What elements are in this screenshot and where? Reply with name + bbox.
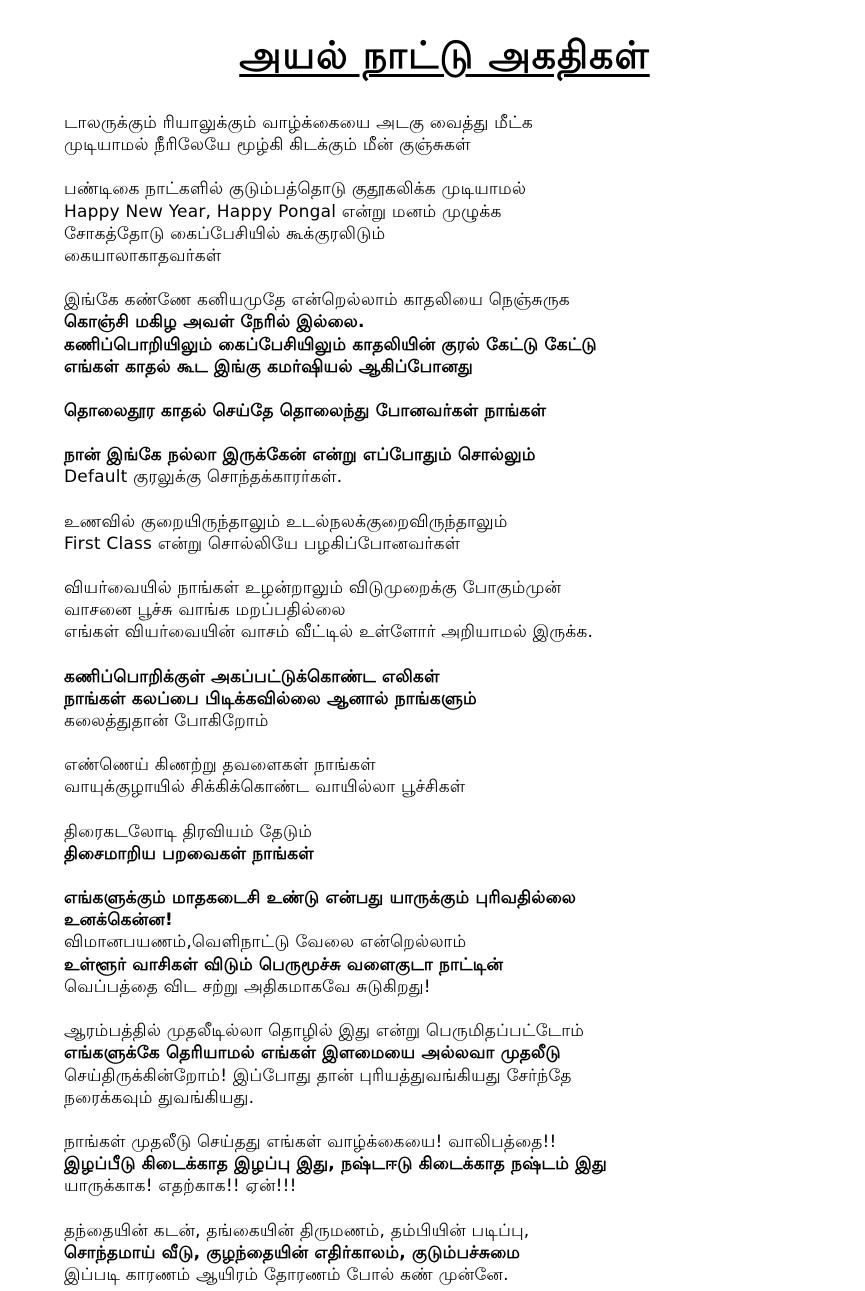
poem-line: கணிப்பொறியிலும் கைப்பேசியிலும் காதலியின் குரல் கேட்டு கேட்டு [64, 334, 597, 355]
poem-line: வியர்வையில் நாங்கள் உழன்றாலும் விடுமுறைக்கு போகும்முன் [64, 578, 562, 599]
stanza [64, 754, 825, 798]
poem-title: அயல் நாட்டு அகதிகள் [239, 33, 650, 77]
stanza [64, 178, 825, 267]
poem-line: தொலைதூர காதல் செய்தே தொலைந்து போனவர்கள் நாங்கள் [64, 401, 547, 422]
poem-line: பண்டிகை நாட்களில் குடும்பத்தொடு குதூகலிக்க முடியாமல் [64, 179, 527, 200]
poem-line: உனக்கென்ன! [64, 910, 174, 931]
poem-line: தந்தையின் கடன், தங்கையின் திருமணம், தம்பியின் படிப்பு, [64, 1220, 530, 1241]
poem-line: இழப்பீடு கிடைக்காத இழப்பு இது, நஷ்டஈடு கிடைக்காத நஷ்டம் இது [64, 1154, 607, 1175]
poem-line: கொஞ்சி மகிழ அவள் நேரில் இல்லை. [64, 312, 365, 333]
poem-line: கையாலாகாதவர்கள் [64, 246, 222, 267]
poem-line: திரைகடலோடி திரவியம் தேடும் [64, 821, 313, 842]
stanza [64, 400, 825, 422]
poem-line: நான் இங்கே நல்லா இருக்கேன் என்று எப்போதும் சொல்லும் [64, 445, 536, 466]
poem-line: எங்களுக்கும் மாதகடைசி உண்டு என்பது யாருக்கும் புரிவதில்லை [64, 888, 577, 909]
stanza [64, 511, 825, 555]
poem-line: வாசனை பூச்சு வாங்க மறப்பதில்லை [64, 600, 346, 621]
stanza [64, 112, 825, 156]
stanza [64, 1020, 825, 1109]
poem-line: முடியாமல் நீரிலேயே மூழ்கி கிடக்கும் மீன் குஞ்சுகள் [64, 135, 471, 156]
poem-line: வெப்பத்தை விட சற்று அதிகமாகவே சுடுகிறது! [64, 976, 431, 997]
poem-line: எங்கள் காதல் கூட இங்கு கமர்ஷியல் ஆகிப்போனது [64, 356, 473, 377]
poem-line: Default குரலுக்கு சொந்தக்காரர்கள். [64, 467, 343, 488]
stanza [64, 444, 825, 488]
poem-line: உள்ளூர் வாசிகள் விடும் பெருமூச்சு வளைகுடா நாட்டின் [64, 954, 504, 975]
poem-line: வாயுக்குழாயில் சிக்கிக்கொண்ட வாயில்லா பூச்சிகள் [64, 777, 466, 798]
poem-line: கணிப்பொறிக்குள் அகப்பட்டுக்கொண்ட எலிகள் [64, 666, 440, 687]
poem-line: First Class என்று சொல்லியே பழகிப்போனவர்கள் [64, 533, 461, 554]
title-container [64, 28, 825, 82]
stanza [64, 1131, 825, 1198]
stanza [64, 887, 825, 998]
stanza [64, 821, 825, 865]
stanza [64, 289, 825, 378]
stanza [64, 577, 825, 644]
poem-body [64, 112, 825, 1286]
poem-line: விமானபயணம்,வெளிநாட்டு வேலை என்றெல்லாம் [64, 932, 467, 953]
poem-line: நரைக்கவும் துவங்கியது. [64, 1087, 255, 1108]
stanza [64, 1220, 825, 1287]
poem-line: செய்திருக்கின்றோம்! இப்போது தான் புரியத்துவங்கியது சேர்ந்தே [64, 1065, 572, 1086]
poem-line: எங்களுக்கே தெரியாமல் எங்கள் இளமையை அல்லவா முதலீடு [64, 1043, 561, 1064]
poem-line: நாங்கள் முதலீடு செய்தது எங்கள் வாழ்க்கையை! வாலிபத்தை!! [64, 1131, 557, 1152]
poem-line: இப்படி காரணம் ஆயிரம் தோரணம் போல் கண் முன்னே. [64, 1264, 509, 1285]
poem-line: எண்ணெய் கிணற்று தவளைகள் நாங்கள் [64, 755, 376, 776]
poem-line: சோகத்தோடு கைப்பேசியில் கூக்குரலிடும் [64, 223, 386, 244]
poem-line: சொந்தமாய் வீடு, குழந்தையின் எதிர்காலம், குடும்பச்சுமை [64, 1242, 521, 1263]
poem-line: யாருக்காக! எதற்காக!! ஏன்!!! [64, 1176, 297, 1197]
poem-line: நாங்கள் கலப்பை பிடிக்கவில்லை ஆனால் நாங்களும் [64, 688, 477, 709]
poem-line: திசைமாறிய பறவைகள் நாங்கள் [64, 843, 314, 864]
poem-line: உணவில் குறையிருந்தாலும் உடல்நலக்குறைவிருந்தாலும் [64, 511, 508, 532]
poem-line: Happy New Year, Happy Pongal என்று மனம் முழுக்க [64, 201, 502, 222]
poem-line: கலைத்துதான் போகிறோம் [64, 711, 269, 732]
poem-line: ஆரம்பத்தில் முதலீடில்லா தொழில் இது என்று பெருமிதப்பட்டோம் [64, 1021, 585, 1042]
poem-line: டாலருக்கும் ரியாலுக்கும் வாழ்க்கையை அடகு வைத்து மீட்க [64, 113, 533, 133]
stanza [64, 666, 825, 733]
poem-line: எங்கள் வியர்வையின் வாசம் வீட்டில் உள்ளோர் அறியாமல் இருக்க. [64, 622, 594, 643]
poem-line: இங்கே கண்ணே கனியமுதே என்றெல்லாம் காதலியை நெஞ்சுருக [64, 290, 570, 311]
